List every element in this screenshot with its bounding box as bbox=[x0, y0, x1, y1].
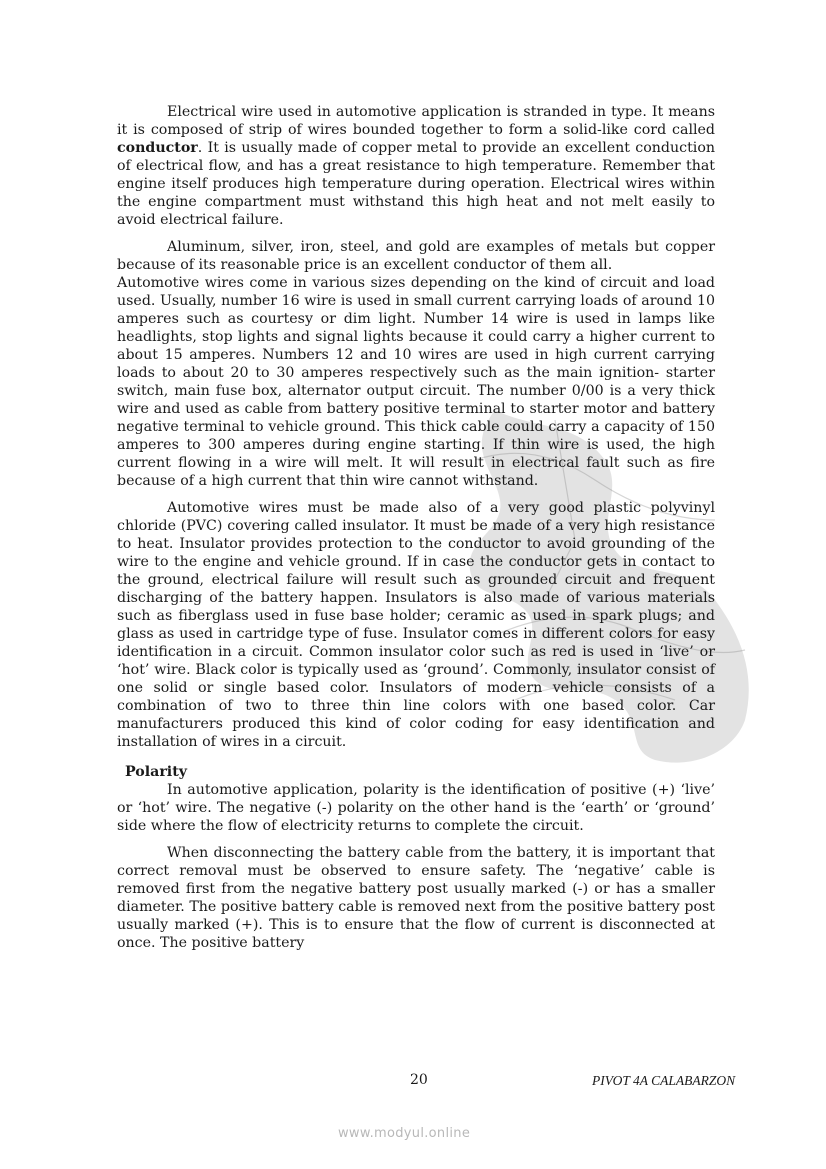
paragraph-disconnecting-battery: When disconnecting the battery cable from the battery, it is important that correct removal must be observed to ensure safety. The ‘negative’ cable is removed first from the negative battery post usually marked (-) or has a smaller diameter. The positive battery cable is removed next from the positive battery post usually marked (+). This is to ensure that the flow of current is disconnected at once. The positive battery bbox=[117, 845, 715, 951]
document-body bbox=[117, 103, 715, 961]
section-heading-polarity: Polarity bbox=[125, 764, 187, 780]
term-conductor: conductor bbox=[117, 140, 198, 156]
footer-title: PIVOT 4A CALABARZON bbox=[592, 1073, 736, 1088]
site-watermark-text: www.modyul.online bbox=[338, 1126, 471, 1141]
paragraph-text: . It is usually made of copper metal to provide an excellent conduction of electrical flow, and has a great resistance to high temperature. Remember that engine itself produces high temperature during operation. Electrical wires within the engine compartment must withstand this high heat and not melt easily to avoid electrical failure. bbox=[117, 140, 715, 228]
paragraph-wire-sizes: Automotive wires come in various sizes depending on the kind of circuit and load used. Usually, number 16 wire is used in small current carrying loads of around 10 amperes such as courtesy or dim light. Number 14 wire is used in lamps like headlights, stop lights and signal lights because it could carry a higher current to about 15 amperes. Numbers 12 and 10 wires are used in high current carrying loads to about 20 to 30 amperes respectively such as the main ignition- starter switch, main fuse box, alternator output circuit. The number 0/00 is a very thick wire and used as cable from battery positive terminal to starter motor and battery negative terminal to vehicle ground. This thick cable could carry a capacity of 150 amperes to 300 amperes during engine starting. If thin wire is used, the high current flowing in a wire will melt. It will result in electrical fault such as fire because of a high current that thin wire cannot withstand. bbox=[117, 275, 715, 489]
paragraph-polarity: In automotive application, polarity is the identification of positive (+) ‘live’ or ‘hot’ wire. The negative (-) polarity on the other hand is the ‘earth’ or ‘ground’ side where the flow of electricity returns to complete the circuit. bbox=[117, 782, 715, 834]
paragraph-text: Electrical wire used in automotive application is stranded in type. It means it is composed of strip of wires bounded together to form a solid-like cord called bbox=[117, 104, 715, 138]
paragraph-conductor bbox=[117, 103, 715, 229]
paragraph-insulator: Automotive wires must be made also of a very good plastic polyvinyl chloride (PVC) covering called insulator. It must be made of a very high resistance to heat. Insulator provides protection to the conductor to avoid grounding of the wire to the engine and vehicle ground. If in case the conductor gets in contact to the ground, electrical failure will result such as grounded circuit and frequent discharging of the battery happen. Insulators is also made of various materials such as fiberglass used in fuse base holder; ceramic as used in spark plugs; and glass as used in cartridge type of fuse. Insulator comes in different colors for easy identification in a circuit. Common insulator color such as red is used in ‘live’ or ‘hot’ wire. Black color is typically used as ‘ground’. Commonly, insulator consist of one solid or single based color. Insulators of modern vehicle consists of a combination of two to three thin line colors with one based color. Car manufacturers produced this kind of color coding for easy identification and installation of wires in a circuit. bbox=[117, 500, 715, 750]
page-number: 20 bbox=[410, 1072, 428, 1088]
paragraph-metals: Aluminum, silver, iron, steel, and gold are examples of metals but copper because of its reasonable price is an excellent conductor of them all. bbox=[117, 239, 715, 273]
